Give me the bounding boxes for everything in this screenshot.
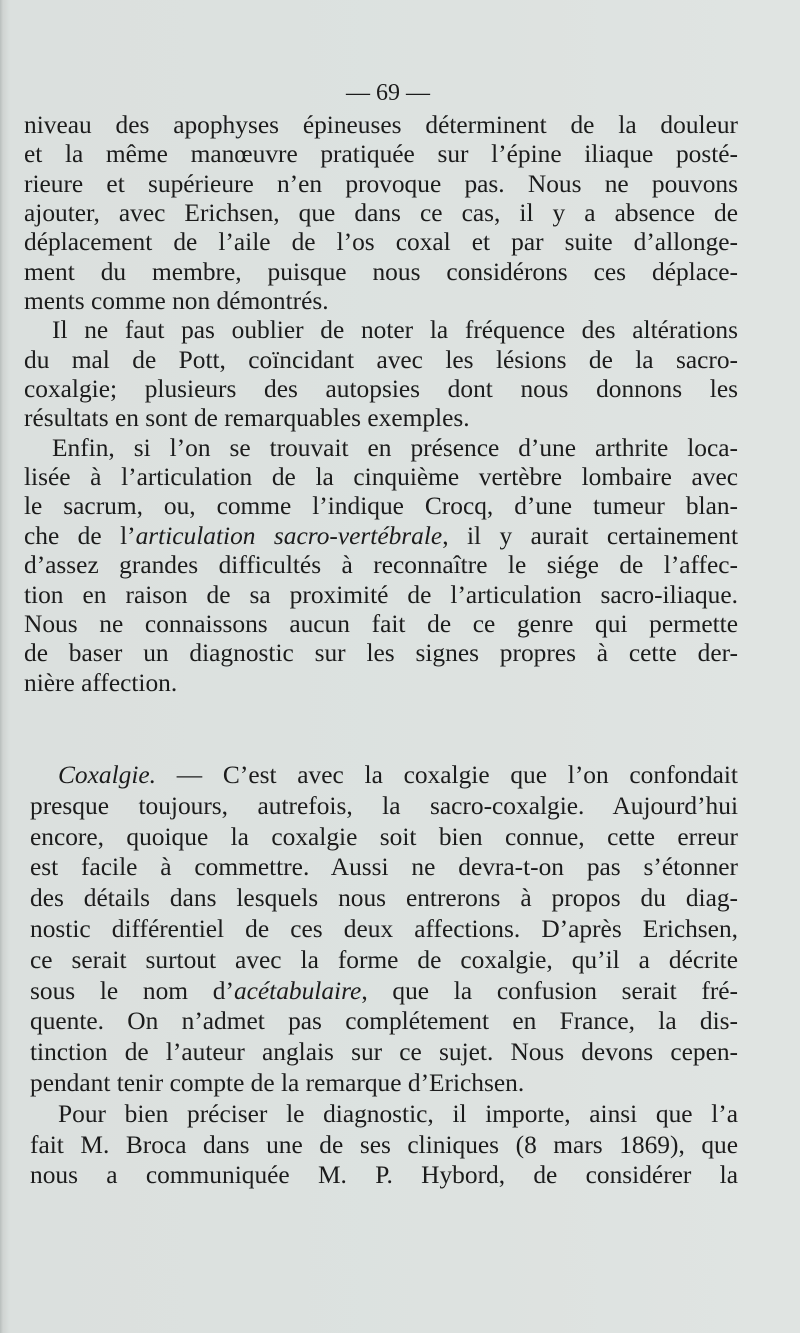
text-line: ment du membre, puisque nous considérons ces déplace- [24,257,738,286]
paragraph-end-line: ments comme non démontrés. [24,287,329,316]
text-line-with-italic [30,976,738,1007]
paragraph-end-line: nière affection. [24,668,178,697]
text-line: du mal de Pott, coïncidant avec les lésions de la sacro- [24,345,738,374]
section-heading: Coxalgie. [58,761,157,789]
page-number-text: — 69 — [346,80,430,106]
text-section-1 [24,111,738,698]
section-heading-line [30,760,738,791]
text-line: rieure et supérieure n’en provoque pas. Nous ne pouvons [24,169,738,198]
text-line: et la même manœuvre pratiquée sur l’épine iliaque posté- [24,140,738,169]
paragraph-start-line: Il ne faut pas oublier de noter la fréquence des altérations [52,316,738,345]
italic-term: acétabulaire [233,976,362,1005]
text-line: est facile à commettre. Aussi ne devra-t-on pas s’étonner [30,853,738,882]
text-line: nous a communiquée M. P. Hybord, de considérer la [30,1161,738,1190]
paragraph-end-line: pendant tenir compte de la remarque d’Erichsen. [30,1068,525,1097]
text-line: coxalgie; plusieurs des autopsies dont nous donnons les [24,375,738,404]
text-line: tion en raison de sa proximité de l’articulation sacro-iliaque. [24,580,738,609]
text-line: presque toujours, autrefois, la sacro-coxalgie. Aujourd’hui [30,791,738,820]
text-line: fait M. Broca dans une de ses cliniques (8 mars 1869), que [30,1130,738,1159]
text-line: encore, quoique la coxalgie soit bien connue, cette erreur [30,822,738,851]
text-segment: , il y aurait certainement [442,521,738,550]
page-number [0,80,800,106]
text-line: des détails dans lesquels nous entrerons à propos du diag- [30,884,738,913]
text-line: nostic différentiel de ces deux affections. D’après Erichsen, [30,914,738,943]
text-line: d’assez grandes difficultés à reconnaître le siége de l’affec- [24,551,738,580]
paragraph-end-line: résultats en sont de remarquables exemples. [24,404,470,433]
text-segment: sous le nom d’ [30,976,234,1005]
text-line: ce serait surtout avec la forme de coxalgie, qu’il a décrite [30,945,738,974]
paragraph-start-line: Enfin, si l’on se trouvait en présence d’une arthrite loca- [52,433,738,462]
text-section-coxalgie [30,760,738,1191]
text-segment: — C’est avec la coxalgie que l’on confondait [156,761,738,789]
text-segment: , que la confusion serait fré- [361,976,739,1005]
text-line: Nous ne connaissons aucun fait de ce genre qui permette [24,609,738,638]
text-line: quente. On n’admet pas complétement en France, la dis- [30,1007,738,1036]
text-line: tinction de l’auteur anglais sur ce sujet. Nous devons cepen- [30,1038,738,1067]
text-line-with-italic [24,522,738,551]
paragraph-start-line: Pour bien préciser le diagnostic, il importe, ainsi que l’a [58,1099,738,1128]
text-line: niveau des apophyses épineuses déterminent de la douleur [24,111,738,139]
text-line: de baser un diagnostic sur les signes propres à cette der- [24,639,738,668]
text-line: le sacrum, ou, comme l’indique Crocq, d’une tumeur blan- [24,492,738,521]
text-line: déplacement de l’aile de l’os coxal et par suite d’allonge- [24,228,738,257]
italic-term: articulation sacro-vertébrale [135,521,443,550]
text-line: ajouter, avec Erichsen, que dans ce cas, il y a absence de [24,199,738,228]
text-line: lisée à l’articulation de la cinquième vertèbre lombaire avec [24,463,738,492]
text-segment: che de l’ [24,521,136,550]
